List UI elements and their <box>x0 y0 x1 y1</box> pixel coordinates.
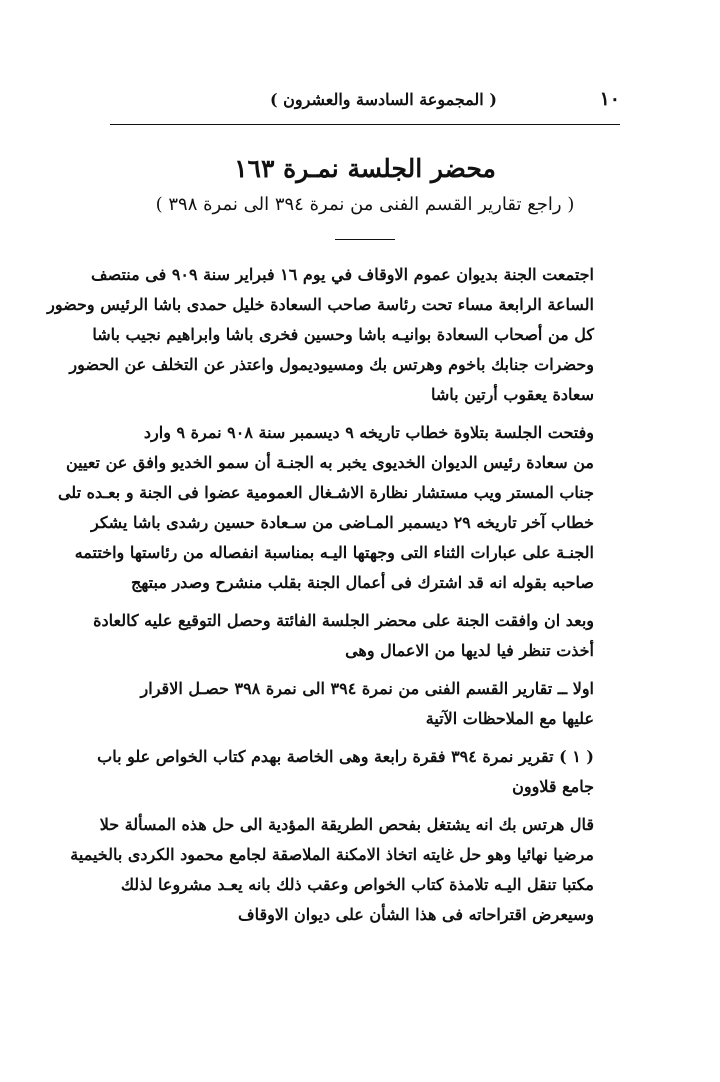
text-line: قال هرتس بك انه يشتغل بفحص الطريقة المؤدية الى حل هذه المسألة حلا <box>99 815 594 834</box>
running-head <box>110 82 620 122</box>
minutes-body <box>47 260 620 938</box>
text-line: جامع قلاوون <box>512 777 594 796</box>
text-line: مكتبا تنقل اليـه تلامذة كتاب الخواص وعقب ذلك بانه يعـد مشروعا لذلك <box>120 875 594 894</box>
text-line: كل من أصحاب السعادة بوانيـه باشا وحسين فخرى باشا وابراهيم نجيب باشا <box>92 325 594 344</box>
header-divider <box>110 124 620 125</box>
text-line: خطاب آخر تاريخه ٢٩ ديسمبر المـاضى من سـعادة حسين رشدى باشا يشكر <box>91 513 594 532</box>
text-line: اجتمعت الجنة بديوان عموم الاوقاف في يوم ١٦ فبراير سنة ٩٠٩ فى منتصف <box>91 265 594 284</box>
paragraph-herz-bey <box>70 810 620 930</box>
text-line: أخذت تنظر فيا لديها من الاعمال وهى <box>345 641 594 660</box>
text-line: من سعادة رئيس الديوان الخديوى يخبر به الجنـة أن سمو الخديو وافق عن تعيين <box>66 453 594 472</box>
title-divider <box>335 239 395 240</box>
text-line: جناب المستر ويب مستشار نظارة الاشـغال العمومية عضوا فى الجنة و بعـده تلى <box>57 483 594 502</box>
text-line: سعادة يعقوب أرتين باشا <box>430 385 594 404</box>
text-line: وفتحت الجلسة بتلاوة خطاب تاريخه ٩ ديسمبر سنة ٩٠٨ نمرة ٩ وارد <box>143 423 594 442</box>
paragraph-first-item <box>110 674 620 734</box>
session-subtitle: ( راجع تقارير القسم الفنى من نمرة ٣٩٤ الى نمرة ٣٩٨ ) <box>155 194 575 215</box>
text-line: الساعة الرابعة مساء تحت رئاسة صاحب السعادة خليل حمدى باشا الرئيس وحضور <box>47 295 594 314</box>
paragraph-report-394 <box>97 742 620 802</box>
text-line: وسيعرض اقتراحاته فى هذا الشأن على ديوان الاوقاف <box>238 905 594 924</box>
text-line: الجنـة على عبارات الثناء التى وجهتها اليـه بمناسبة انفصاله من رئاستها واختتمه <box>74 543 594 562</box>
page-number: ١٠ <box>599 88 620 110</box>
text-line: عليها مع الملاحظات الآتية <box>425 709 594 728</box>
paragraph-approval <box>93 606 620 666</box>
text-line: ( ١ ) تقرير نمرة ٣٩٤ فقرة رابعة وهى الخاصة بهدم كتاب الخواص علو باب <box>97 747 594 766</box>
collection-title: ( المجموعة السادسة والعشرون ) <box>270 90 497 109</box>
paragraph-opening-letters <box>57 418 620 598</box>
text-line: مرضيا نهائيا وهو حل غايته اتخاذ الامكنة الملاصقة لجامع محمود الكردى بالخيمية <box>70 845 594 864</box>
text-line: اولا ــ تقارير القسم الفنى من نمرة ٣٩٤ الى نمرة ٣٩٨ حصـل الاقرار <box>140 679 594 698</box>
text-line: صاحبه بقوله انه قد اشترك فى أعمال الجنة بقلب منشرح وصدر مبتهج <box>130 573 594 592</box>
paragraph-attendance <box>47 260 620 410</box>
text-line: وحضرات جنابك باخوم وهرتس بك ومسيوديمول واعتذر عن التخلف عن الحضور <box>69 355 594 374</box>
text-line: وبعد ان وافقت الجنة على محضر الجلسة الفائتة وحصل التوقيع عليه كالعادة <box>93 611 594 630</box>
session-title: محضر الجلسة نمـرة ١٦٣ <box>234 154 496 183</box>
document-page <box>47 82 620 942</box>
